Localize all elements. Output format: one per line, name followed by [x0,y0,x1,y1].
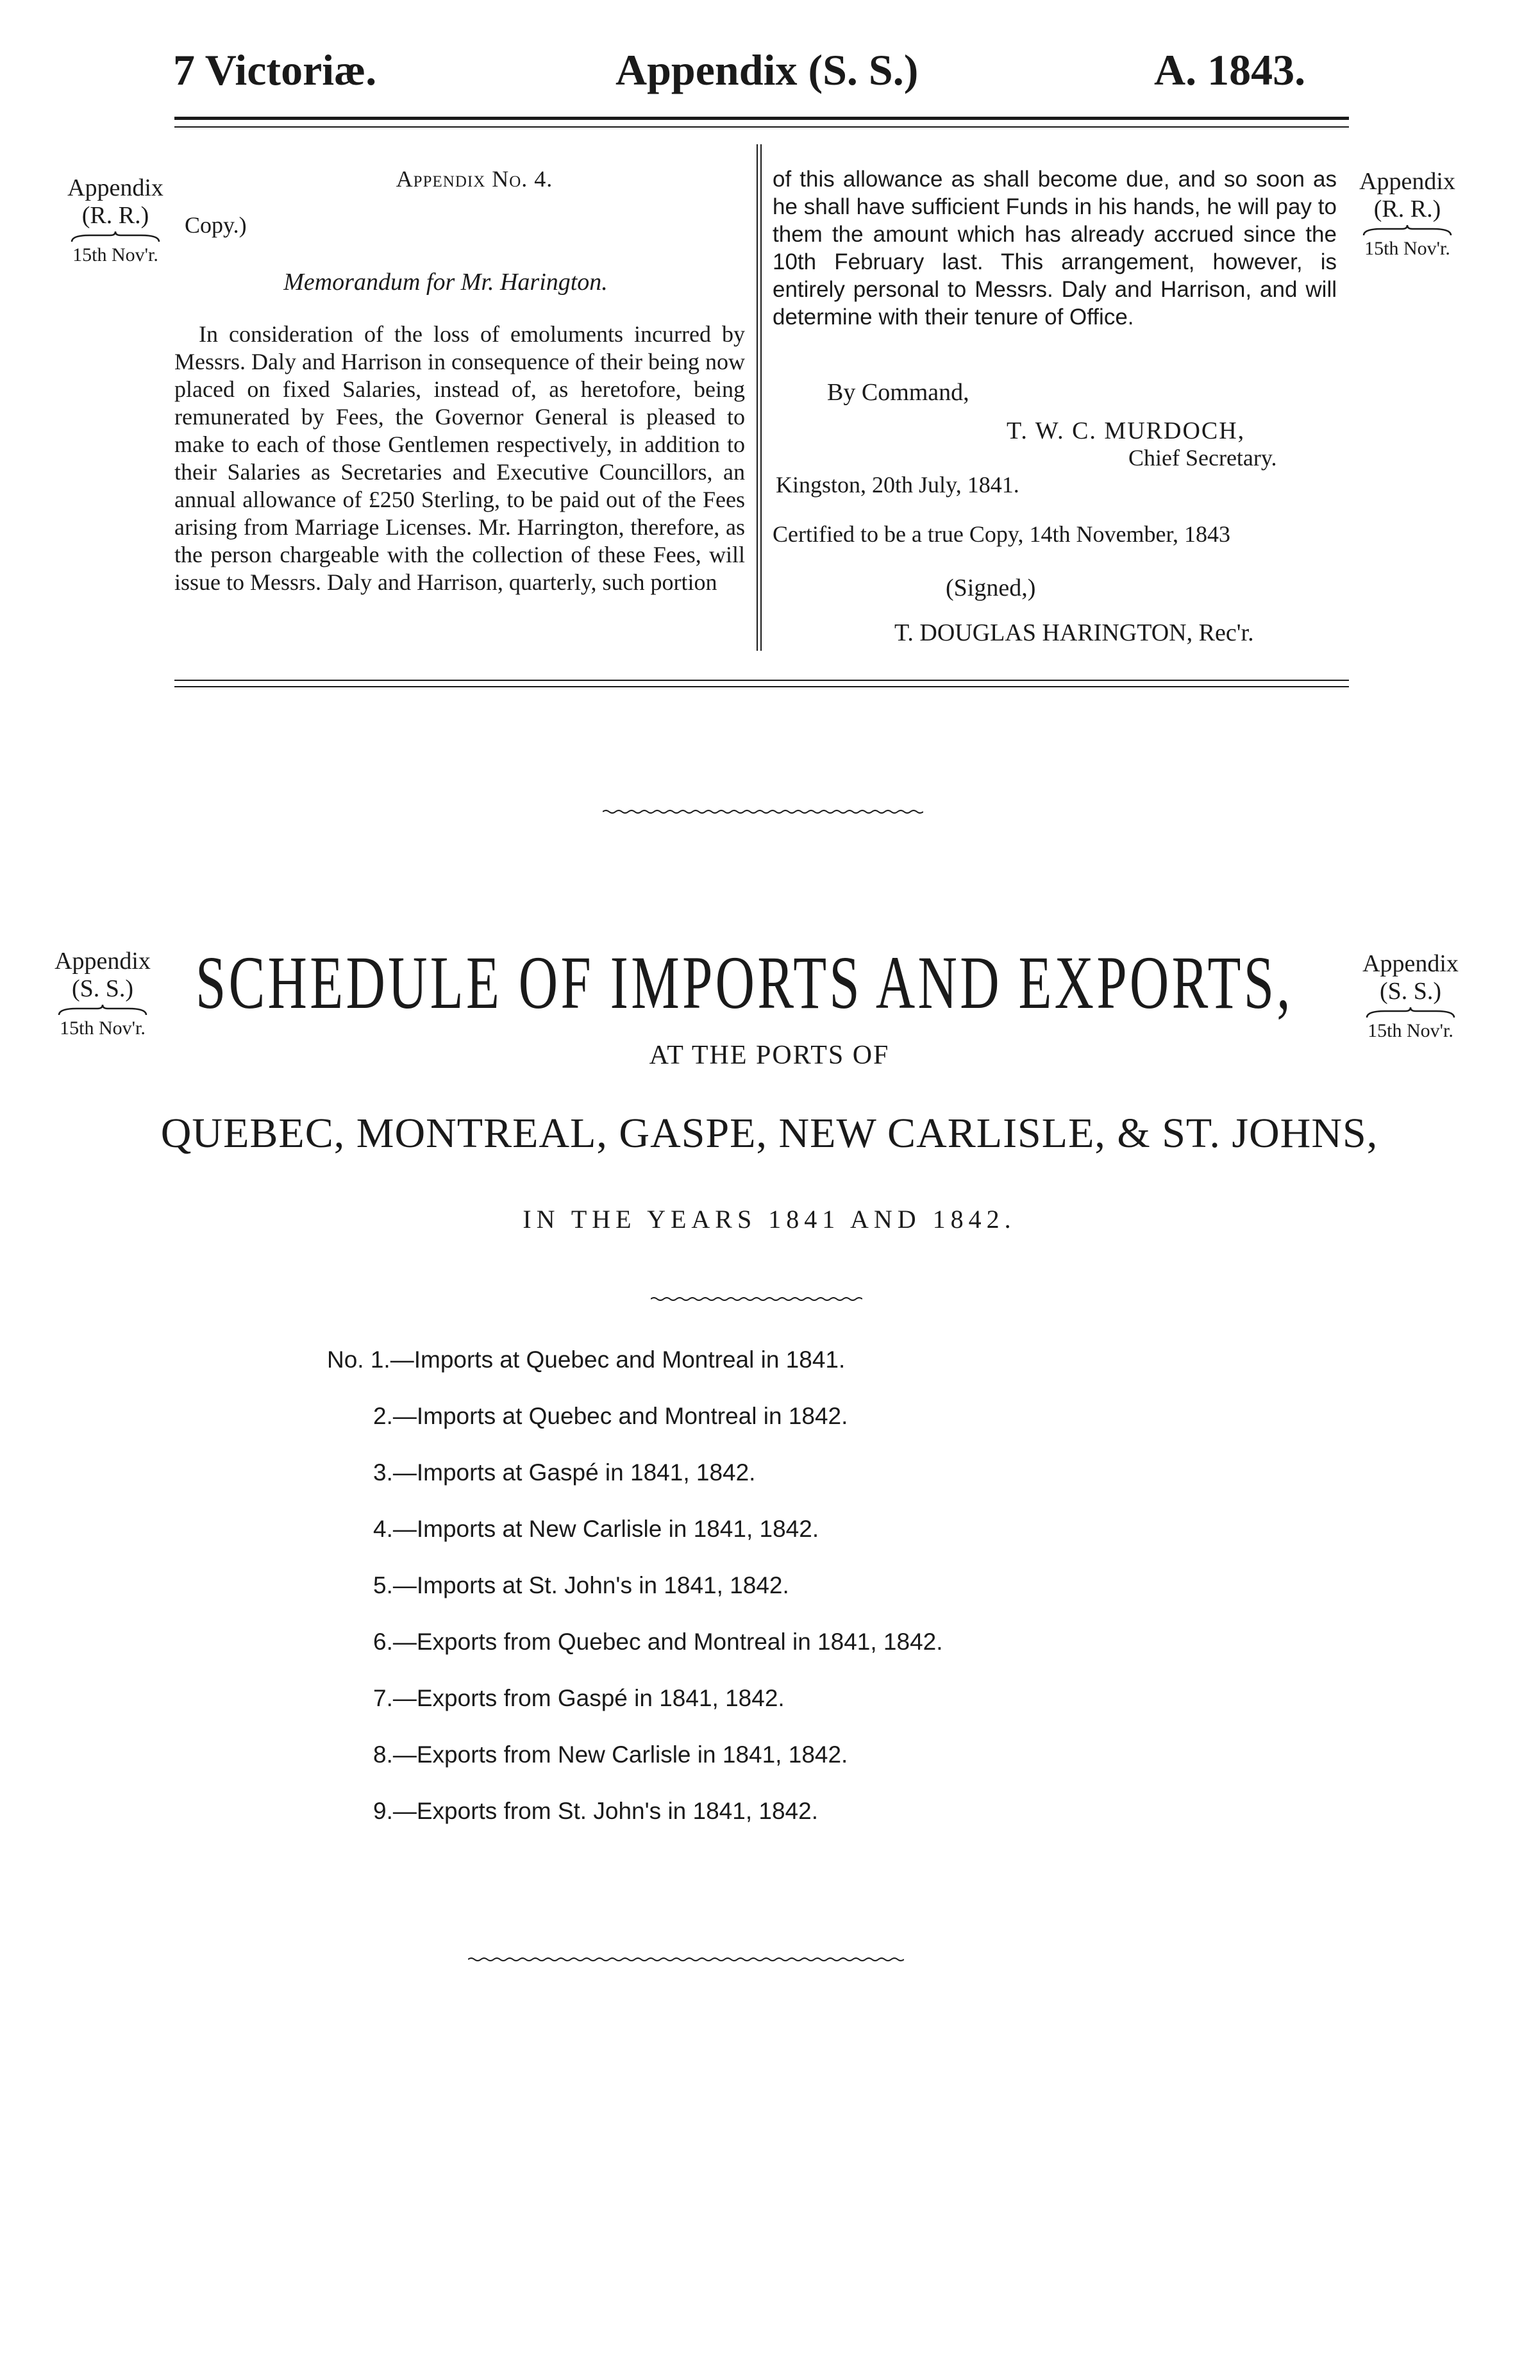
schedule-item: 5.—Imports at St. John's in 1841, 1842. [373,1572,789,1598]
appendix-heading: Appendix No. 4. [396,166,553,192]
header-rule-thin [174,126,1349,128]
column-divider [757,144,758,651]
side-note-mid-left [38,948,167,1039]
side-note-label: Appendix [67,174,163,201]
memo-body-right [773,165,1337,331]
section-rule [174,680,1349,681]
side-note-date: 15th Nov'r. [72,244,158,266]
side-note-label: Appendix [54,948,151,975]
side-note-date: 15th Nov'r. [60,1018,146,1039]
schedule-subtitle: AT THE PORTS OF [649,1041,890,1070]
side-note-mid-right [1346,950,1475,1042]
copy-label: Copy.) [185,212,247,238]
side-note-ref: (R. R.) [1373,195,1441,222]
schedule-title: SCHEDULE OF IMPORTS AND EXPORTS, [196,941,1293,1025]
schedule-item: 2.—Imports at Quebec and Montreal in 1842. [373,1403,848,1429]
signed-label: (Signed,) [946,574,1036,601]
brace-icon [1362,224,1452,237]
header-left: 7 Victoriæ. [173,46,377,94]
side-note-ref: (R. R.) [81,201,149,229]
years-heading: IN THE YEARS 1841 AND 1842. [523,1205,1016,1234]
ornament-divider [603,809,923,814]
column-divider [760,144,762,651]
certified-line: Certified to be a true Copy, 14th November, 1843 [773,521,1231,547]
brace-icon [58,1003,147,1016]
memo-paragraph: In consideration of the loss of emoluments incurred by Messrs. Daly and Harrison in consequence of their being now placed on fixed Salaries, instead of, as heretofore, being remunerated by Fees, the Governor General is pleased to make to each of those Gentlemen respectively, in addition to their Salaries as Secretaries and Executive Councillors, an annual allowance of £250 Sterling, to be paid out of the Fees arising from Marriage Licenses. Mr. Harrington, therefore, as the person chargeable with the collection of these Fees, will issue to Messrs. Daly and Harrison, quarterly, such portion [174,321,745,595]
schedule-item: 7.—Exports from Gaspé in 1841, 1842. [373,1685,785,1711]
signatory-title: Chief Secretary. [1128,445,1277,471]
header-center: Appendix (S. S.) [615,46,919,94]
ports-heading: QUEBEC, MONTREAL, GASPE, NEW CARLISLE, & ST. JOHNS, [160,1110,1378,1157]
schedule-item: 9.—Exports from St. John's in 1841, 1842. [373,1798,818,1824]
side-note-label: Appendix [1359,168,1455,195]
header-rule-thick [174,117,1349,120]
side-note-date: 15th Nov'r. [1364,238,1450,260]
schedule-item: 6.—Exports from Quebec and Montreal in 1841, 1842. [373,1629,943,1655]
side-note-date: 15th Nov'r. [1368,1020,1453,1042]
side-note-ref: (S. S.) [1379,977,1442,1005]
side-note-top-right [1343,168,1471,260]
schedule-item: 4.—Imports at New Carlisle in 1841, 1842. [373,1516,819,1542]
schedule-item: 8.—Exports from New Carlisle in 1841, 1842. [373,1741,848,1768]
ornament-divider [468,1957,904,1962]
side-note-label: Appendix [1362,950,1459,977]
by-command: By Command, [827,379,969,406]
memo-title: Memorandum for Mr. Harington. [283,269,608,296]
side-note-top-left [51,174,180,266]
schedule-item: No. 1.—Imports at Quebec and Montreal in 1841. [327,1346,846,1373]
memo-body-left [174,321,745,596]
side-note-ref: (S. S.) [71,975,134,1002]
header-right: A. 1843. [1154,46,1306,94]
place-date: Kingston, 20th July, 1841. [776,472,1019,498]
section-rule [174,686,1349,687]
ornament-divider [651,1296,862,1302]
brace-icon [71,230,160,243]
schedule-item: 3.—Imports at Gaspé in 1841, 1842. [373,1459,756,1486]
brace-icon [1366,1006,1455,1019]
signatory-name: T. W. C. MURDOCH, [1007,417,1246,444]
recorder-signature: T. DOUGLAS HARINGTON, Rec'r. [894,619,1254,646]
memo-paragraph-continued: of this allowance as shall become due, and so soon as he shall have sufficient Funds in his hands, he will pay to them the amount which has already accrued since the 10th February last. This arrangement, however, is entirely personal to Messrs. Daly and Harrison, and will determine with their tenure of Office. [773,167,1337,330]
